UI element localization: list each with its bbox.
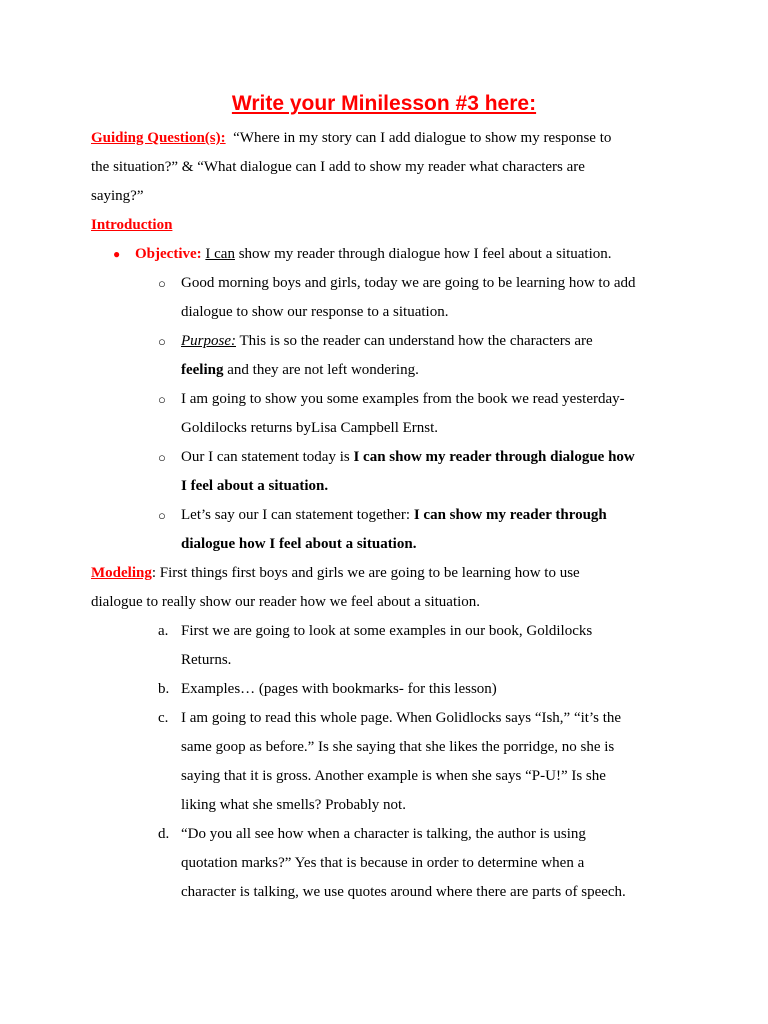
intro-item-3 (91, 385, 691, 414)
intro-item-5-text: Let’s say our I can statement together: (181, 507, 414, 523)
modeling-line-1 (91, 559, 691, 588)
guiding-question-line-3: saying?” (91, 188, 144, 204)
intro-item-3-line-1: I am going to show you some examples from the book we read yesterday- (181, 391, 625, 407)
guiding-question-line-1 (91, 124, 691, 153)
guiding-question-line-2: the situation?” & “What dialogue can I add to show my reader what characters are (91, 159, 585, 175)
intro-item-4-text: Our I can statement today is (181, 449, 354, 465)
circle-bullet-icon: ○ (158, 276, 166, 291)
intro-item-5 (91, 501, 691, 530)
modeling-line-2: dialogue to really show our reader how we feel about a situation. (91, 594, 481, 610)
intro-item-5-line-2: dialogue how I feel about a situation. (181, 536, 417, 552)
intro-item-2-line-1: This is so the reader can understand how the characters are (236, 333, 593, 349)
intro-item-2-line-2-text: and they are not left wondering. (223, 362, 419, 378)
modeling-text-1: : First things first boys and girls we are going to be learning how to use (151, 565, 580, 581)
circle-bullet-icon: ○ (158, 508, 166, 523)
intro-item-4-bold: I can show my reader through dialogue how (353, 449, 635, 465)
intro-item-2-line-2 (91, 356, 691, 385)
list-marker-d: d. (158, 826, 170, 842)
list-marker-b: b. (158, 681, 170, 697)
intro-item-1-line-1: Good morning boys and girls, today we are going to be learning how to add (181, 275, 636, 291)
modeling-item-d (91, 820, 691, 849)
modeling-item-d-line-1: “Do you all see how when a character is talking, the author is using (181, 826, 586, 842)
modeling-item-b-line-1: Examples… (pages with bookmarks- for this lesson) (181, 681, 497, 697)
feeling-word: feeling (181, 362, 224, 378)
modeling-item-c-line-1: I am going to read this whole page. When Golidlocks says “Ish,” “it’s the (181, 710, 622, 726)
page-title: Write your Minilesson #3 here: (231, 92, 537, 115)
modeling-item-a-line-1: First we are going to look at some examples in our book, Goldilocks (181, 623, 593, 639)
circle-bullet-icon: ○ (158, 334, 166, 349)
intro-item-2 (91, 327, 691, 356)
guiding-question-text-1: “Where in my story can I add dialogue to show my response to (233, 130, 612, 146)
introduction-heading (91, 211, 691, 240)
intro-item-3-line-2: Goldilocks returns byLisa Campbell Ernst. (181, 420, 439, 436)
lesson-content (91, 124, 691, 907)
intro-item-4 (91, 443, 691, 472)
list-marker-c: c. (158, 710, 169, 726)
purpose-label: Purpose: (181, 333, 236, 349)
modeling-item-a (91, 617, 691, 646)
modeling-item-a-line-2: Returns. (181, 652, 232, 668)
guiding-question-label: Guiding Question(s): (91, 130, 226, 146)
modeling-label: Modeling (91, 565, 152, 581)
modeling-item-d-line-3: character is talking, we use quotes around where there are parts of speech. (181, 884, 626, 900)
circle-bullet-icon: ○ (158, 392, 166, 407)
objective-bullet (91, 240, 691, 269)
circle-bullet-icon: ○ (158, 450, 166, 465)
intro-item-1-line-2: dialogue to show our response to a situation. (181, 304, 449, 320)
bullet-icon: ● (113, 247, 121, 261)
modeling-item-c-line-4: liking what she smells? Probably not. (181, 797, 406, 813)
modeling-item-c-line-2: same goop as before.” Is she saying that she likes the porridge, no she is (181, 739, 615, 755)
objective-i-can: I can (205, 246, 235, 262)
intro-item-5-bold: I can show my reader through (413, 507, 607, 523)
intro-item-1 (91, 269, 691, 298)
modeling-item-c (91, 704, 691, 733)
objective-label: Objective: (135, 246, 202, 262)
intro-item-4-line-2: I feel about a situation. (181, 478, 329, 494)
modeling-item-d-line-2: quotation marks?” Yes that is because in order to determine when a (181, 855, 585, 871)
list-marker-a: a. (158, 623, 169, 639)
objective-text: show my reader through dialogue how I feel about a situation. (234, 246, 612, 262)
introduction-heading-text: Introduction (91, 217, 173, 233)
modeling-item-c-line-3: saying that it is gross. Another example is when she says “P-U!” Is she (181, 768, 606, 784)
modeling-item-b (91, 675, 691, 704)
